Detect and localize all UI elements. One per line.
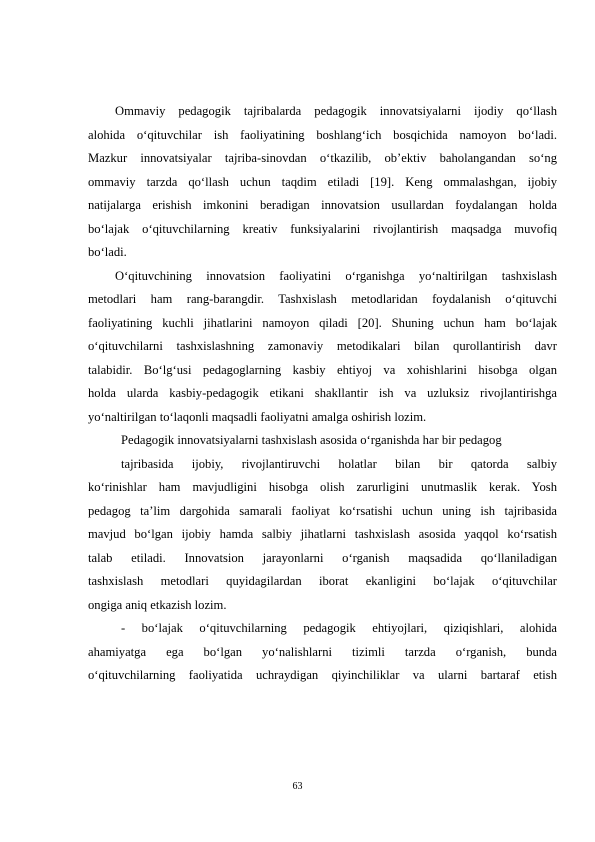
paragraph-line: bo‘ladi. (88, 245, 127, 259)
paragraph-line: Ommaviy pedagogik tajribalarda pedagogik innovatsiyalarni ijodiy qo‘llash (115, 104, 557, 118)
paragraph-line: bo‘lajak o‘qituvchilarning kreativ funksiyalarini rivojlantirish maqsadga muvofiq (88, 221, 557, 236)
paragraph-line: talabidir. Bo‘lg‘usi pedagoglarning kasbiy ehtiyoj va xohishlarini hisobga olgan (88, 362, 557, 377)
paragraph-line: alohida o‘qituvchilar ish faoliyatining boshlang‘ich bosqichida namoyon bo‘ladi. (88, 127, 557, 142)
paragraph-line: natijalarga erishish imkonini beradigan innovatsion usullardan foydalangan holda (88, 198, 557, 212)
paragraph-line: ko‘rinishlar ham mavjudligini hisobga olish zarurligini unutmaslik kerak. Yosh (88, 480, 557, 494)
list-item-line: - bo‘lajak o‘qituvchilarning pedagogik ehtiyojlari, qiziqishlari, alohida (121, 621, 557, 635)
paragraph-line: pedagog ta’lim dargohida samarali faoliyat ko‘rsatishi uchun uning ish tajribasida (88, 503, 557, 518)
paragraph-line: Mazkur innovatsiyalar tajriba-sinovdan o‘tkazilib, ob’ektiv baholangandan so‘ng (88, 151, 557, 165)
page-number: 63 (292, 781, 303, 792)
paragraph-line: talab etiladi. Innovatsion jarayonlarni o‘rganish maqsadida qo‘llaniladigan (88, 550, 557, 565)
paragraph-line: Pedagogik innovatsiyalarni tashxislash asosida o‘rganishda har bir pedagog (121, 433, 502, 447)
list-item-line: o‘qituvchilarning faoliyatida uchraydigan qiyinchiliklar va ularni bartaraf etish (88, 668, 557, 682)
paragraph-line: ongiga aniq etkazish lozim. (88, 597, 227, 612)
paragraph-line: mavjud bo‘lgan ijobiy hamda salbiy jihatlarni tashxislash asosida yaqqol ko‘rsatish (88, 527, 557, 541)
paragraph-line: O‘qituvchining innovatsion faoliyatini o‘rganishga yo‘naltirilgan tashxislash (115, 268, 557, 283)
paragraph-line: faoliyatining kuchli jihatlarini namoyon qiladi [20]. Shuning uchun ham bo‘lajak (88, 315, 557, 330)
paragraph-line: ommaviy tarzda qo‘llash uchun taqdim etiladi [19]. Keng ommalashgan, ijobiy (88, 174, 557, 189)
list-item-line: ahamiyatga ega bo‘lgan yo‘nalishlarni tizimli tarzda o‘rganish, bunda (88, 644, 557, 659)
paragraph-line: tashxislash metodlari quyidagilardan iborat ekanligini bo‘lajak o‘qituvchilar (88, 574, 557, 588)
paragraph-line: metodlari ham rang-barangdir. Tashxislash metodlaridan foydalanish o‘qituvchi (88, 292, 557, 306)
paragraph-line: o‘qituvchilarni tashxislashning zamonaviy metodikalari bilan qurollantirish davr (88, 339, 557, 353)
paragraph-line: tajribasida ijobiy, rivojlantiruvchi holatlar bilan bir qatorda salbiy (121, 456, 557, 471)
paragraph-line: yo‘naltirilgan to‘laqonli maqsadli faoliyatni amalga oshirish lozim. (88, 409, 427, 424)
paragraph-line: holda ularda kasbiy-pedagogik etikani shakllantir ish va uzluksiz rivojlantirishga (88, 386, 557, 400)
